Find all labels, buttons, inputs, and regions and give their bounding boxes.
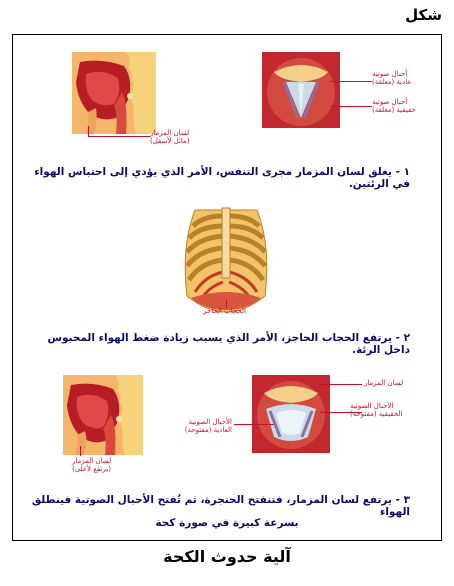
false-cords-label-1: أحبال صوتية عادية (مغلقة) (372, 70, 412, 87)
false-cords-label-3: الأحبال الصوتية العادية (مفتوحة) (184, 418, 232, 435)
diaphragm-label: الحجاب الحاجز (203, 307, 246, 315)
step-2-text: ٢ - يرتفع الحجاب الحاجز، الأمر الذي يسبب زيادة ضغط الهواء المحبوس داخل الرئة. (47, 332, 410, 356)
step-3-text-line2: بسرعة كبيرة في صورة كحة (155, 517, 299, 529)
epiglottis-label-3: لسان المزمار (يرتفع لأعلى) (72, 457, 112, 474)
head-cross-section-closed (72, 52, 156, 134)
step-3-text-line1: ٣ - يرتفع لسان المزمار، فتنفتح الحنجرة، ثم تُفتح الأحبال الصوتية فينطلق الهواء (31, 494, 410, 518)
true-cords-label-3: الأحبال الصوتية الحقيقية (مفتوحة) (350, 402, 403, 419)
figure-caption: آلية حدوث الكحة (163, 547, 291, 566)
step-1-text: ١ - يغلق لسان المزمار مجرى التنفس، الأمر الذي يؤدي إلى احتباس الهواء في الرئتين. (34, 166, 410, 190)
head-cross-section-open (63, 375, 143, 455)
vocal-cords-closed (262, 52, 340, 128)
rib-cage-diaphragm (177, 196, 275, 316)
figure-label: شكل (405, 6, 442, 24)
epiglottis-label-1: لسان المزمار (مائل لأسفل) (150, 129, 190, 146)
vocal-cords-open (252, 375, 330, 453)
epiglottis-label-3-right: لسان المزمار (364, 379, 404, 387)
true-cords-label-1: أحبال صوتية حقيقية (مغلقة) (372, 98, 416, 115)
